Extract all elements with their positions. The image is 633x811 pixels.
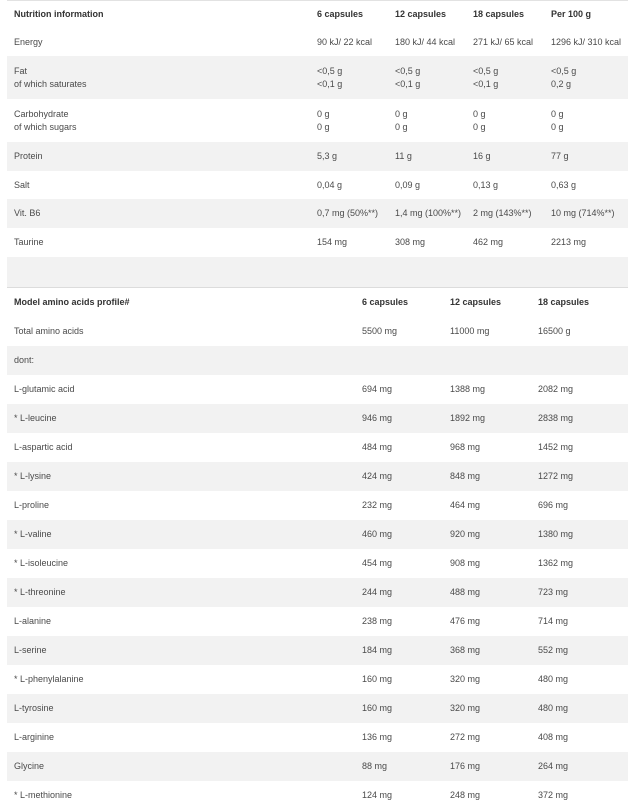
- amino-row-label: * L-valine: [7, 520, 355, 549]
- amino-cell: 968 mg: [450, 442, 481, 452]
- cell-line: 0 g: [395, 121, 408, 132]
- table-separator: [7, 257, 628, 288]
- cell-line: Taurine: [14, 237, 44, 247]
- amino-cell: [443, 346, 531, 375]
- cell-line: 16 g: [473, 151, 491, 161]
- amino-row-label: L-arginine: [14, 732, 55, 742]
- cell-line: 1,4 mg (100%**): [395, 208, 462, 218]
- cell-line: Salt: [14, 179, 30, 190]
- cell-line: 1296 kJ/ 310 kcal: [551, 36, 622, 47]
- cell-line: 154 mg: [317, 237, 348, 247]
- cell-line: Energy: [14, 36, 43, 47]
- cell-line: 0 g: [473, 121, 486, 132]
- nutrition-cell: [544, 228, 628, 257]
- amino-body: [7, 317, 628, 810]
- cell-line: Vit. B6: [14, 208, 41, 218]
- amino-cell: 176 mg: [443, 752, 531, 781]
- nutrition-cell: [466, 228, 544, 257]
- nutrition-cell: [466, 56, 544, 99]
- nutrition-cell: [388, 142, 466, 171]
- cell-line: 271 kJ/ 65 kcal: [473, 36, 534, 47]
- amino-cell: 1388 mg: [450, 384, 486, 394]
- amino-row: [7, 317, 628, 346]
- amino-row: [7, 636, 628, 665]
- amino-cell: 1452 mg: [538, 442, 574, 452]
- amino-cell: 714 mg: [538, 616, 569, 626]
- amino-cell: 320 mg: [450, 674, 481, 684]
- amino-row-label: * L-methionine: [14, 790, 73, 800]
- amino-cell: 484 mg: [362, 442, 393, 452]
- nutrition-cell: [310, 56, 388, 99]
- amino-cell: 488 mg: [443, 578, 531, 607]
- cell-line: 0,09 g: [395, 179, 421, 190]
- amino-cell: 920 mg: [443, 520, 531, 549]
- amino-cell: 460 mg: [355, 520, 443, 549]
- cell-line: 0,7 mg (50%**): [317, 208, 379, 218]
- nutrition-row-label: [7, 171, 310, 199]
- cell-line: <0,1 g: [473, 78, 499, 89]
- amino-row: [7, 375, 628, 404]
- amino-cell: 946 mg: [355, 404, 443, 433]
- amino-cell: 264 mg: [531, 752, 628, 781]
- nutrition-cell: [388, 99, 466, 142]
- cell-line: 90 kJ/ 22 kcal: [317, 36, 373, 47]
- amino-cell: 424 mg: [355, 462, 443, 491]
- cell-line: of which saturates: [14, 78, 87, 89]
- amino-cell: 723 mg: [531, 578, 628, 607]
- cell-line: 0 g: [473, 108, 486, 119]
- cell-line: 462 mg: [473, 237, 504, 247]
- nutrition-row-label: [7, 56, 310, 99]
- cell-line: of which sugars: [14, 121, 77, 132]
- nutrition-row-label: [7, 228, 310, 257]
- nutrition-cell: [310, 142, 388, 171]
- amino-header-row: [7, 288, 628, 317]
- cell-line: 0,63 g: [551, 179, 577, 190]
- nutrition-header-title: Nutrition information: [14, 8, 104, 19]
- amino-row: [7, 781, 628, 810]
- amino-row: [7, 578, 628, 607]
- amino-row: [7, 491, 628, 520]
- amino-row: [7, 723, 628, 752]
- cell-line: 0,2 g: [551, 78, 572, 89]
- amino-row: [7, 462, 628, 491]
- nutrition-table: [7, 0, 628, 257]
- nutrition-row: [7, 142, 628, 171]
- amino-row: [7, 549, 628, 578]
- nutrition-header-row: [7, 0, 628, 28]
- amino-cell: 694 mg: [362, 384, 393, 394]
- cell-line: 0 g: [551, 108, 564, 119]
- nutrition-cell: [310, 228, 388, 257]
- cell-line: <0,5 g: [317, 65, 343, 76]
- cell-line: 0,13 g: [473, 179, 499, 190]
- cell-line: 2 mg (143%**): [473, 208, 532, 218]
- amino-cell: 16500 g: [538, 326, 571, 336]
- amino-row-label: L-alanine: [14, 616, 52, 626]
- nutrition-cell: [388, 56, 466, 99]
- cell-line: 180 kJ/ 44 kcal: [395, 36, 456, 47]
- amino-cell: 480 mg: [538, 674, 569, 684]
- amino-cell: 408 mg: [538, 732, 569, 742]
- amino-row: [7, 607, 628, 636]
- amino-cell: 454 mg: [362, 558, 393, 568]
- amino-row: [7, 665, 628, 694]
- amino-row-label: * L-lysine: [7, 462, 355, 491]
- nutrition-cell: [466, 171, 544, 199]
- nutrition-cell: [544, 171, 628, 199]
- nutrition-cell: [388, 199, 466, 228]
- cell-line: Protein: [14, 151, 43, 161]
- amino-cell: 848 mg: [443, 462, 531, 491]
- cell-line: 0 g: [317, 121, 330, 132]
- amino-cell: 124 mg: [362, 790, 393, 800]
- amino-cell: 552 mg: [531, 636, 628, 665]
- cell-line: 11 g: [395, 151, 412, 161]
- nutrition-body: [7, 28, 628, 257]
- nutrition-cell: [466, 199, 544, 228]
- nutrition-row-label: [7, 142, 310, 171]
- amino-cell: 480 mg: [531, 694, 628, 723]
- cell-line: 0 g: [317, 108, 330, 119]
- cell-line: <0,5 g: [395, 65, 421, 76]
- amino-row-label: L-proline: [14, 500, 50, 510]
- amino-row: [7, 694, 628, 723]
- cell-line: 0 g: [395, 108, 408, 119]
- amino-cell: 320 mg: [443, 694, 531, 723]
- amino-row-label: dont:: [7, 346, 355, 375]
- amino-cell: 136 mg: [362, 732, 393, 742]
- amino-row: [7, 520, 628, 549]
- cell-line: Fat: [14, 65, 28, 76]
- amino-row-label: * L-threonine: [7, 578, 355, 607]
- amino-row: [7, 752, 628, 781]
- amino-cell: 11000 mg: [450, 326, 490, 336]
- cell-line: 77 g: [551, 151, 569, 161]
- amino-row-label: L-glutamic acid: [14, 384, 75, 394]
- nutrition-row-label: [7, 199, 310, 228]
- nutrition-row: [7, 228, 628, 257]
- nutrition-row-label: [7, 28, 310, 56]
- cell-line: Carbohydrate: [14, 108, 69, 119]
- cell-line: 5,3 g: [317, 151, 338, 161]
- amino-cell: 232 mg: [362, 500, 393, 510]
- cell-line: 0,04 g: [317, 179, 343, 190]
- amino-row-label: Glycine: [7, 752, 355, 781]
- nutrition-cell: [466, 28, 544, 56]
- amino-cell: 908 mg: [450, 558, 481, 568]
- amino-cell: 1272 mg: [531, 462, 628, 491]
- amino-cell: 244 mg: [355, 578, 443, 607]
- nutrition-cell: [544, 199, 628, 228]
- amino-cell: [531, 346, 628, 375]
- nutrition-cell: [544, 99, 628, 142]
- nutrition-cell: [544, 142, 628, 171]
- nutrition-cell: [388, 171, 466, 199]
- nutrition-cell: [310, 199, 388, 228]
- amino-cell: 476 mg: [450, 616, 481, 626]
- amino-cell: 696 mg: [538, 500, 569, 510]
- amino-cell: 1892 mg: [443, 404, 531, 433]
- amino-cell: [355, 346, 443, 375]
- amino-cell: 238 mg: [362, 616, 393, 626]
- amino-row: [7, 404, 628, 433]
- nutrition-cell: [310, 28, 388, 56]
- nutrition-row: [7, 99, 628, 142]
- amino-header-12-capsules: 12 capsules: [450, 297, 502, 307]
- amino-row: [7, 346, 628, 375]
- nutrition-row: [7, 199, 628, 228]
- amino-cell: 160 mg: [362, 674, 393, 684]
- cell-line: 0 g: [551, 121, 564, 132]
- cell-line: 2213 mg: [551, 237, 587, 247]
- amino-cell: 248 mg: [450, 790, 481, 800]
- nutrition-cell: [310, 99, 388, 142]
- amino-table: [7, 288, 628, 810]
- nutrition-cell: [466, 99, 544, 142]
- amino-row-label: Total amino acids: [14, 326, 84, 336]
- cell-line: <0,5 g: [473, 65, 499, 76]
- amino-cell: 2838 mg: [531, 404, 628, 433]
- amino-cell: 5500 mg: [362, 326, 398, 336]
- amino-cell: 184 mg: [355, 636, 443, 665]
- amino-cell: 2082 mg: [538, 384, 574, 394]
- amino-row-label: * L-leucine: [7, 404, 355, 433]
- nutrition-header-6-capsules: 6 capsules: [317, 8, 364, 19]
- nutrition-row: [7, 28, 628, 56]
- cell-line: 308 mg: [395, 237, 426, 247]
- nutrition-cell: [544, 56, 628, 99]
- amino-cell: 368 mg: [443, 636, 531, 665]
- amino-cell: 160 mg: [355, 694, 443, 723]
- amino-cell: 464 mg: [450, 500, 481, 510]
- nutrition-row-label: [7, 99, 310, 142]
- nutrition-row: [7, 171, 628, 199]
- amino-header-title: Model amino acids profile#: [14, 297, 130, 307]
- cell-line: <0,1 g: [317, 78, 343, 89]
- nutrition-panel: [7, 0, 628, 810]
- cell-line: 10 mg (714%**): [551, 208, 615, 218]
- nutrition-header-per-100g: Per 100 g: [551, 8, 592, 19]
- amino-header-6-capsules: 6 capsules: [362, 297, 409, 307]
- nutrition-cell: [544, 28, 628, 56]
- amino-row: [7, 433, 628, 462]
- amino-cell: 1362 mg: [538, 558, 574, 568]
- cell-line: <0,1 g: [395, 78, 421, 89]
- amino-row-label: L-serine: [7, 636, 355, 665]
- nutrition-cell: [466, 142, 544, 171]
- amino-cell: 88 mg: [355, 752, 443, 781]
- cell-line: <0,5 g: [551, 65, 577, 76]
- amino-row-label: * L-isoleucine: [14, 558, 69, 568]
- amino-row-label: L-tyrosine: [7, 694, 355, 723]
- amino-cell: 372 mg: [538, 790, 569, 800]
- nutrition-cell: [388, 228, 466, 257]
- amino-row-label: L-aspartic acid: [14, 442, 73, 452]
- amino-cell: 1380 mg: [531, 520, 628, 549]
- amino-row-label: * L-phenylalanine: [14, 674, 84, 684]
- nutrition-cell: [388, 28, 466, 56]
- amino-header-18-capsules: 18 capsules: [538, 297, 590, 307]
- nutrition-cell: [310, 171, 388, 199]
- nutrition-row: [7, 56, 628, 99]
- nutrition-header-18-capsules: 18 capsules: [473, 8, 525, 19]
- amino-cell: 272 mg: [450, 732, 481, 742]
- nutrition-header-12-capsules: 12 capsules: [395, 8, 447, 19]
